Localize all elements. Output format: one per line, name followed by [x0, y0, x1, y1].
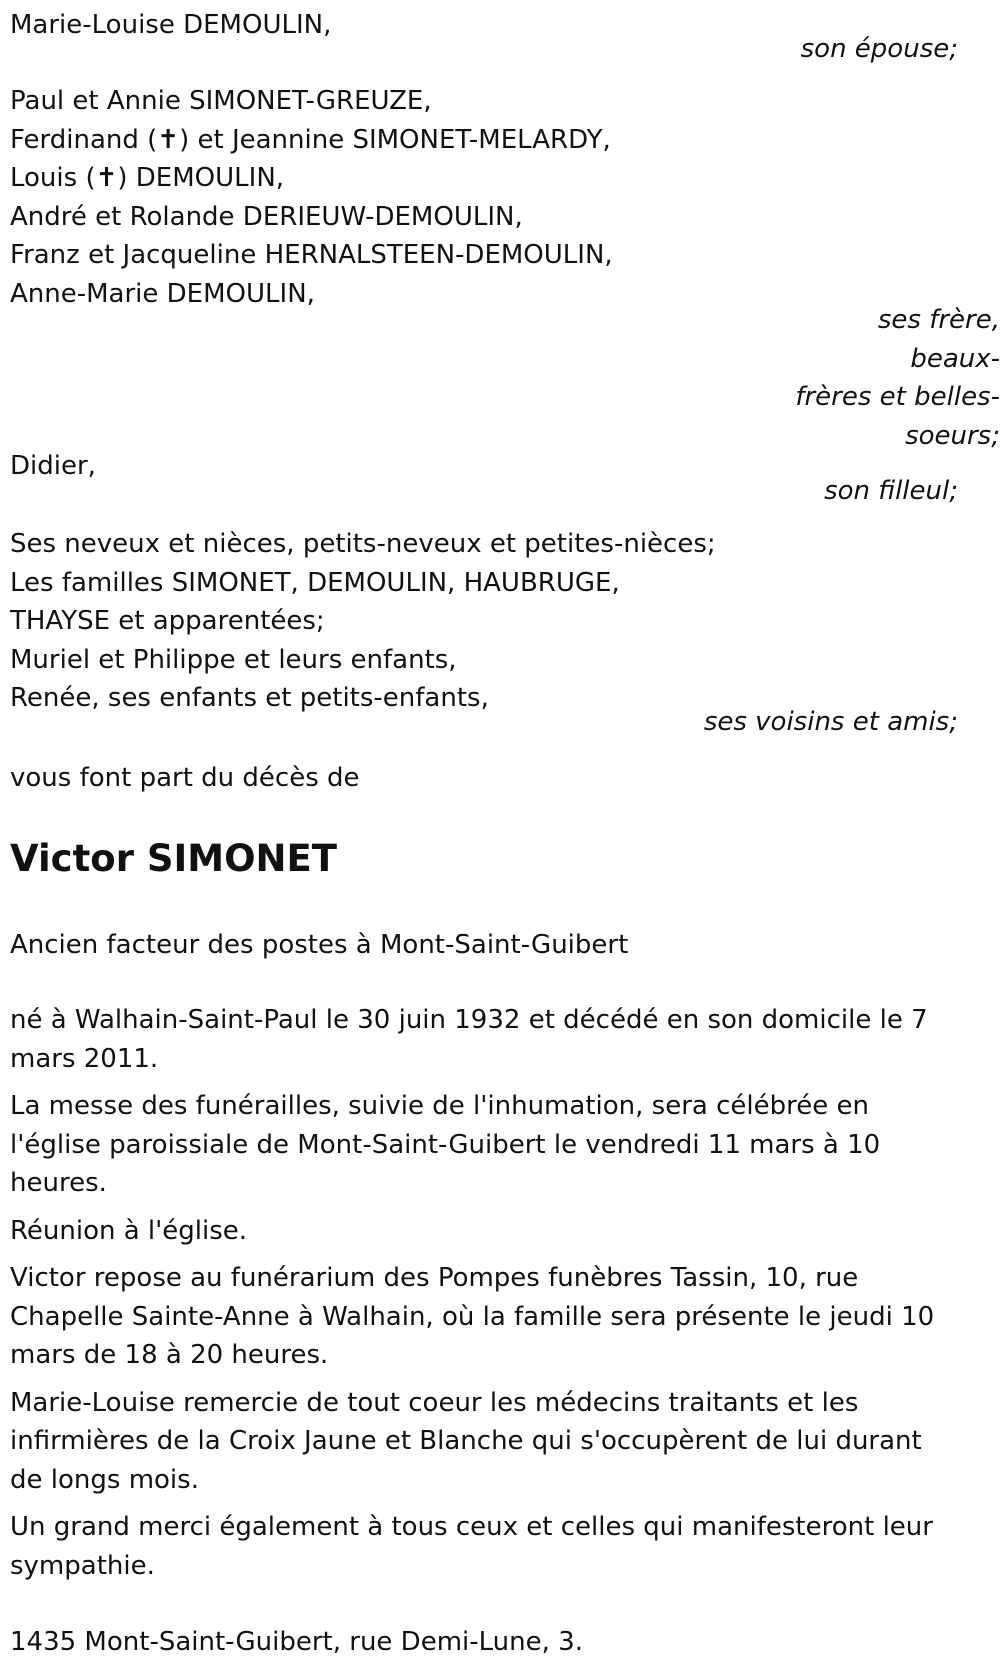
family-group-siblings — [10, 82, 958, 313]
thanks-paragraph: Marie-Louise remercie de tout coeur les médecins traitants et les infirmières de la Croix Jaune et Blanche qui s'occupèrent de lui durant de longs mois. — [10, 1387, 922, 1495]
deceased-title: Ancien facteur des postes à Mont-Saint-Guibert — [10, 929, 629, 960]
family-name-line: Louis (✝) DEMOULIN, — [10, 163, 285, 193]
reunion-paragraph: Réunion à l'église. — [10, 1215, 248, 1246]
family-group-neighbours — [10, 525, 958, 718]
family-role-godson: son filleul; — [824, 475, 958, 506]
family-name-line: Les familles SIMONET, DEMOULIN, HAUBRUGE, — [10, 567, 620, 598]
announcement-text: vous font part du décès de — [10, 763, 360, 793]
family-name-line: André et Rolande DERIEUW-DEMOULIN, — [10, 201, 523, 232]
family-name-line: Didier, — [10, 451, 96, 481]
family-group-godson — [10, 447, 958, 486]
family-role-line: soeurs; — [905, 420, 1000, 451]
family-role-siblings — [790, 301, 1000, 455]
sympathy-paragraph: Un grand merci également à tous ceux et celles qui manifesteront leur sympathie. — [10, 1512, 933, 1581]
deceased-name: Victor SIMONET — [10, 836, 338, 880]
family-role-line: frères et belles- — [795, 382, 1000, 412]
family-name-line: Marie-Louise DEMOULIN, — [10, 10, 332, 40]
family-name-line: Renée, ses enfants et petits-enfants, — [10, 683, 489, 713]
funeral-paragraph: La messe des funérailles, suivie de l'inhumation, sera célébrée en l'église paroissiale de Mont-Saint-Guibert le vendredi 11 mars à 10 heures. — [10, 1091, 881, 1198]
family-group-spouse — [10, 6, 958, 45]
address-line: 1435 Mont-Saint-Guibert, rue Demi-Lune, 3. — [10, 1627, 583, 1657]
family-name-line: Muriel et Philippe et leurs enfants, — [10, 644, 457, 675]
family-name-line: Ses neveux et nièces, petits-neveux et petites-nièces; — [10, 529, 716, 559]
family-role-spouse: son épouse; — [800, 33, 958, 64]
family-name-line: Franz et Jacqueline HERNALSTEEN-DEMOULIN, — [10, 240, 613, 270]
family-role-line: ses frère, beaux- — [877, 305, 1000, 374]
family-name-line: Paul et Annie SIMONET-GREUZE, — [10, 86, 432, 116]
birth-death-paragraph: né à Walhain-Saint-Paul le 30 juin 1932 et décédé en son domicile le 7 mars 2011. — [10, 1005, 928, 1074]
funerarium-paragraph: Victor repose au funérarium des Pompes funèbres Tassin, 10, rue Chapelle Sainte-Anne à Walhain, où la famille sera présente le jeudi 10 mars de 18 à 20 heures. — [10, 1263, 935, 1370]
family-name-line: Anne-Marie DEMOULIN, — [10, 278, 315, 309]
family-role-neighbours: ses voisins et amis; — [703, 706, 958, 737]
family-name-line: THAYSE et apparentées; — [10, 606, 325, 636]
family-name-line: Ferdinand (✝) et Jeannine SIMONET-MELARDY, — [10, 124, 611, 155]
